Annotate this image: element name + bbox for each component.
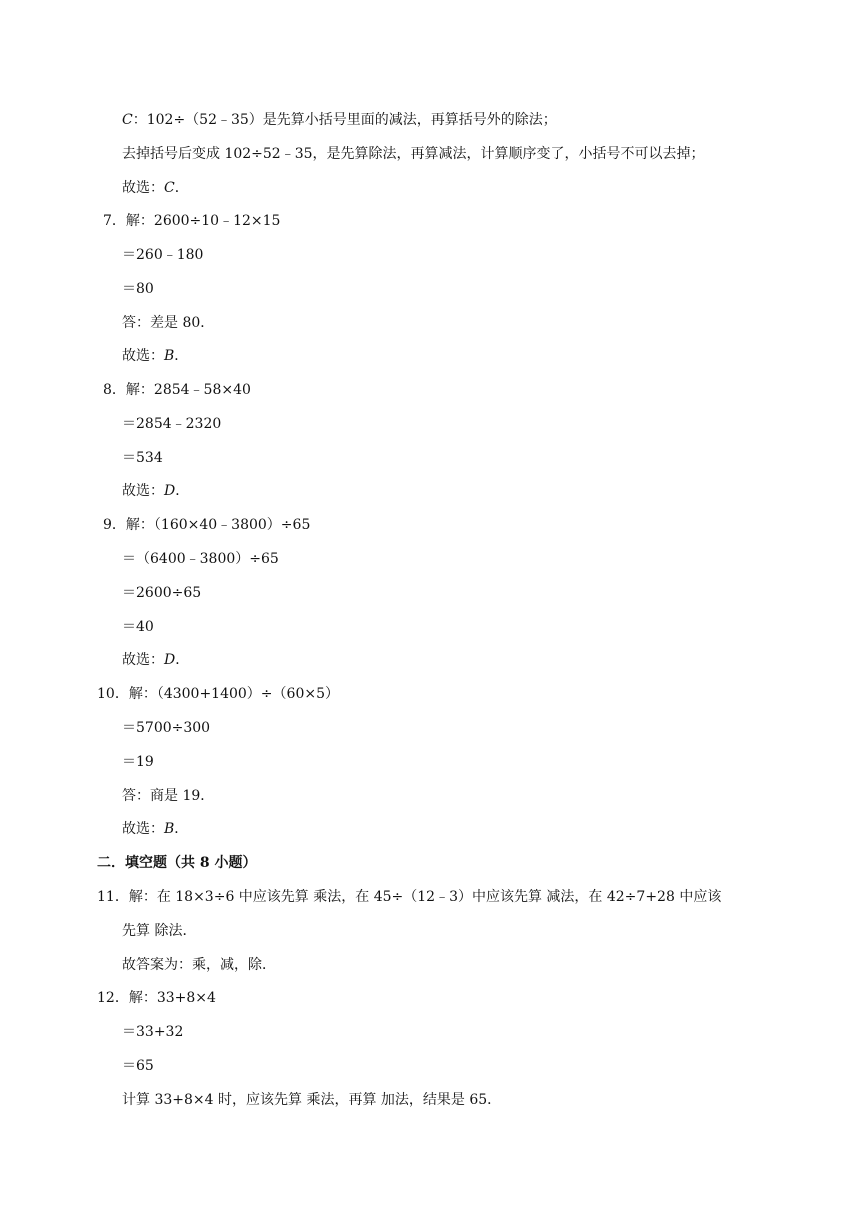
solution-11-heading: 11．解：在 18×3÷6 中应该先算 乘法，在 45÷（12﹣3）中应该先算 减法，在 42÷7+28 中应该	[97, 889, 722, 905]
solution-7-reply: 答：差是 80．	[122, 315, 215, 331]
answer-choice-line: 故选：D．	[122, 483, 190, 499]
solution-9-heading: 9．解：（160×40﹣3800）÷65	[103, 517, 311, 533]
answer-choice-line: 故选：B．	[122, 821, 189, 837]
solution-12-heading: 12．解：33+8×4	[97, 990, 216, 1006]
section-heading-fill-blank: 二．填空题（共 8 小题）	[97, 855, 257, 871]
answer-choice-line: 故选：C．	[122, 180, 189, 196]
solution-10-heading: 10．解：（4300+1400）÷（60×5）	[97, 686, 339, 702]
answer-choice-line: 故选：B．	[122, 348, 189, 364]
solution-10-step: ＝19	[122, 754, 154, 770]
solution-9-step: ＝2600÷65	[122, 585, 202, 601]
option-c-explanation-line-2: 去掉括号后变成 102÷52﹣35，是先算除法，再算减法，计算顺序变了，小括号不可以去掉；	[122, 146, 705, 162]
solution-10-reply: 答：商是 19．	[122, 788, 215, 804]
solution-8-step: ＝2854﹣2320	[122, 416, 222, 432]
solution-7-heading: 7．解：2600÷10﹣12×15	[103, 213, 281, 229]
solution-11-answer: 故答案为：乘，减，除．	[122, 957, 276, 973]
solution-12-step: ＝33+32	[122, 1024, 184, 1040]
solution-11-continuation: 先算 除法．	[122, 923, 197, 939]
solution-8-heading: 8．解：2854﹣58×40	[103, 382, 251, 398]
answer-choice-line: 故选：D．	[122, 652, 190, 668]
solution-12-step: ＝65	[122, 1058, 154, 1074]
solution-9-step: ＝（6400﹣3800）÷65	[122, 551, 279, 567]
option-c-explanation-line-1: C：102÷（52﹣35）是先算小括号里面的减法，再算括号外的除法；	[122, 112, 557, 128]
solution-9-step: ＝40	[122, 619, 154, 635]
solution-10-step: ＝5700÷300	[122, 720, 211, 736]
solution-8-step: ＝534	[122, 450, 163, 466]
solution-7-step: ＝260﹣180	[122, 247, 204, 263]
solution-7-step: ＝80	[122, 281, 154, 297]
solution-12-conclusion: 计算 33+8×4 时，应该先算 乘法，再算 加法，结果是 65．	[122, 1092, 502, 1108]
